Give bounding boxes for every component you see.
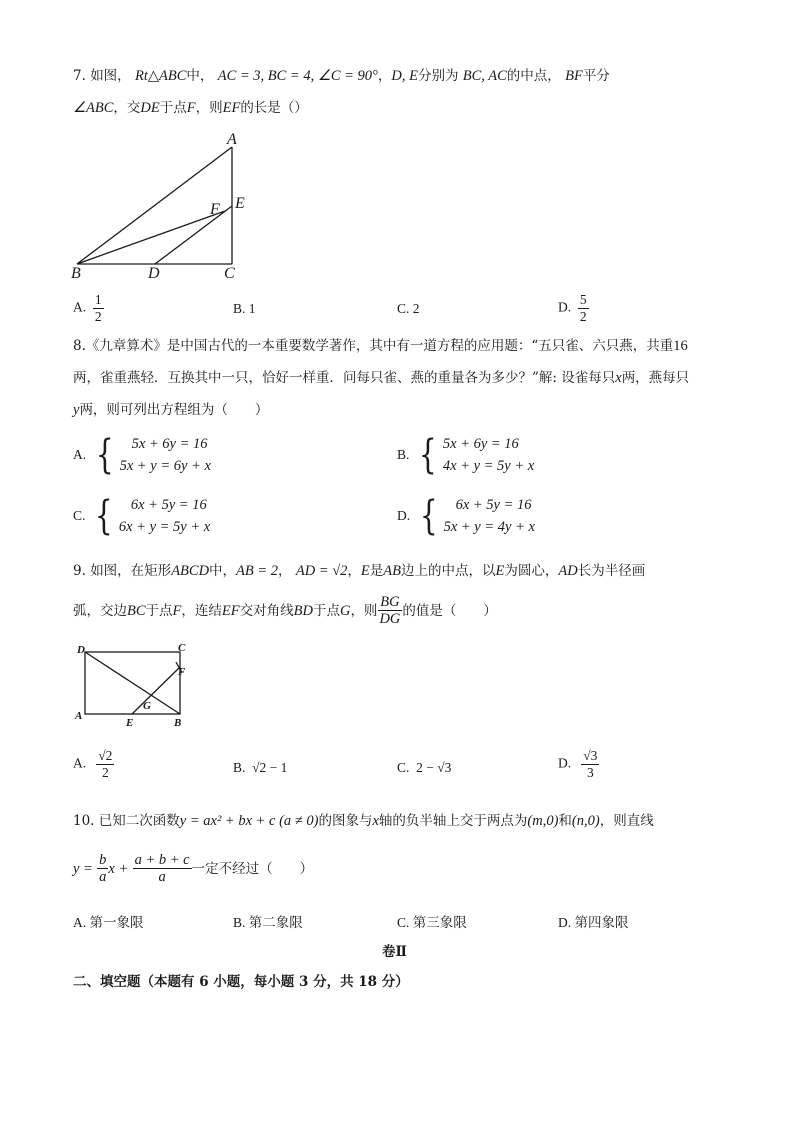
q8-line3: y两，则可列出方程组为（ ） [73,402,269,418]
q8-option-a[interactable]: A. { 5x + 6y = 16 5x + y = 6y + x [73,432,211,478]
label-a: A [75,710,83,722]
label-e: E [235,195,245,212]
q7-option-b[interactable]: B. 1 [233,301,256,316]
q10-option-a[interactable]: A. 第一象限 [73,915,144,930]
label-b: B [71,265,81,282]
q8-option-c[interactable]: C. { 6x + 5y = 16 6x + y = 5y + x [73,493,211,539]
q7-option-d[interactable]: D. $\frac{5}{2}$ [558,292,587,324]
q7-line1: 7. 如图， Rt△ABC中， AC = 3, BC = 4, ∠C = 90°，D, E分别为 BC, AC的中点， BF平分 [73,68,610,84]
label-g: G [143,700,151,712]
label-f: F [210,201,220,218]
q10-option-b[interactable]: B. 第二象限 [233,915,303,930]
q9-option-b[interactable]: B. √2 − 1 [233,760,288,775]
q9-option-a[interactable]: A. $\frac{√2}{2}$ [73,748,113,780]
label-b: B [174,717,182,729]
q10-option-d[interactable]: D. 第四象限 [558,915,629,930]
line-bf [77,211,225,264]
label-c: C [178,642,186,654]
q7-option-a[interactable]: A. $\frac{1}{2}$ [73,292,102,324]
line-ab [77,147,232,264]
label-d: D [148,265,160,282]
section-heading: 二、填空题（本题有 6 小题，每小题 3 分，共 18 分） [73,974,409,990]
q9-rectangle-figure [70,640,200,730]
label-a: A [227,131,237,148]
q10-line2: y = $\frac{b}{a}$ x + $\frac{a + b + c}{a}$ 一定不经过（ ） [73,852,314,885]
q9-option-d[interactable]: D. $\frac{√3}{3}$ [558,748,598,780]
q8-line1: 8.《九章算术》是中国古代的一本重要数学著作，其中有一道方程的应用题：“五只雀、六只燕，共重16 [73,338,688,354]
q8-option-b[interactable]: B. { 5x + 6y = 16 4x + y = 5y + x [397,432,535,478]
q9-line2: 弧，交边 BC 于点 F ，连结 EF 交对角线 BD 于点 G ，则 $\frac{BG}{DG}$ 的值是（ ） [73,594,497,627]
q8-option-d[interactable]: D. { 6x + 5y = 16 5x + y = 4y + x [397,493,535,539]
label-c: C [224,265,235,282]
q7-option-c[interactable]: C. 2 [397,301,420,316]
volume-heading: 卷Ⅱ [382,944,407,960]
label-d: D [77,644,85,656]
line-de [155,206,232,264]
q10-option-c[interactable]: C. 第三象限 [397,915,467,930]
label-e: E [126,717,134,729]
q7-triangle-figure [60,125,260,285]
q10-line1: 10. 已知二次函数y = ax² + bx + c (a ≠ 0)的图象与x轴的负半轴上交于两点为(m,0)和(n,0)，则直线 [73,813,654,829]
q7-line2: ∠ABC，交DE于点F，则EF的长是（） [73,100,308,116]
q8-line2: 两，雀重燕轻．互换其中一只，恰好一样重．问每只雀、燕的重量各为多少？”解: 设雀每只x两，燕每只 [73,370,690,386]
label-f: F [178,666,186,678]
q9-option-c[interactable]: C. 2 − √3 [397,760,452,775]
line-ef [132,667,180,714]
q9-line1: 9. 如图，在矩形ABCD中，AB = 2， AD = √2，E是AB边上的中点，以E为圆心，AD长为半径画 [73,563,646,579]
line-bd [85,652,180,714]
